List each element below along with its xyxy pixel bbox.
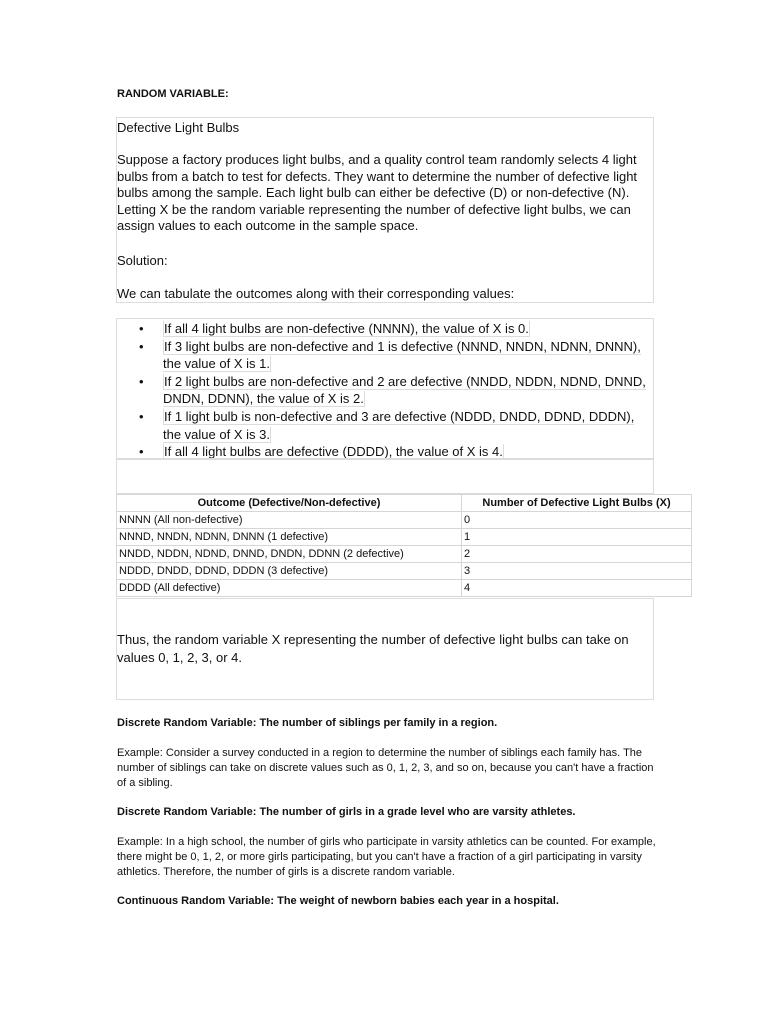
bullet-icon: • — [139, 338, 144, 354]
outcome-cell: NDDD, DNDD, DDND, DDDN (3 defective) — [117, 563, 462, 580]
table-row — [117, 512, 692, 529]
list-item: • If 3 light bulbs are non-defective and 1 is defective (NNND, NNDN, NDNN, DNNN), the value of X is 1. — [139, 338, 641, 372]
section-title-newborns: Continuous Random Variable: The weight of newborn babies each year in a hospital. — [117, 895, 559, 907]
section-title-siblings: Discrete Random Variable: The number of siblings per family in a region. — [117, 717, 498, 729]
table-row — [117, 563, 692, 580]
outcome-bullet-list — [139, 320, 649, 461]
list-item: • If 1 light bulb is non-defective and 3 are defective (NDDD, DNDD, DDND, DDDN), the value of X is 3. — [139, 408, 635, 442]
bullet-icon: • — [139, 321, 144, 336]
intro-section — [116, 117, 654, 303]
empty-paragraph-box — [116, 458, 654, 494]
bullet-icon: • — [139, 444, 144, 460]
outcome-cell: NNND, NNDN, NDNN, DNNN (1 defective) — [117, 529, 462, 546]
bullet-icon: • — [139, 373, 144, 389]
list-item: • If all 4 light bulbs are non-defective (NNNN), the value of X is 0. — [139, 321, 529, 336]
outcome-cell: NNNN (All non-defective) — [117, 512, 462, 529]
bullet-icon: • — [139, 408, 144, 424]
conclusion-section — [116, 598, 654, 700]
table-row — [117, 529, 692, 546]
outcome-table — [116, 494, 692, 597]
conclusion-text: Thus, the random variable X representing the number of defective light bulbs can take on values 0, 1, 2, 3, or 4. — [117, 632, 629, 665]
table-row — [117, 580, 692, 597]
section-example-athletes: Example: In a high school, the number of girls who participate in varsity athletics can be counted. For example, there might be 0, 1, 2, or more girls participating, but you can't have a fraction of a girl participating in varsity athletics. Therefore, the number of girls is a discrete random variable. — [117, 836, 656, 878]
section-title-athletes: Discrete Random Variable: The number of girls in a grade level who are varsity athletes. — [117, 806, 576, 818]
count-cell: 2 — [462, 546, 692, 563]
outcome-cell: NNDD, NDDN, NDND, DNND, DNDN, DDNN (2 defective) — [117, 546, 462, 563]
section-example-siblings: Example: Consider a survey conducted in a region to determine the number of siblings each family has. The number of siblings can take on discrete values such as 0, 1, 2, 3, and so on, because you can't have a fraction of a sibling. — [117, 747, 654, 789]
table-row — [117, 546, 692, 563]
page-heading: RANDOM VARIABLE: — [117, 88, 229, 100]
list-item: • If 2 light bulbs are non-defective and 2 are defective (NNDD, NDDN, NDND, DNND, DNDN, DDNN), the value of X is 2. — [139, 373, 646, 407]
outcome-cell: DDDD (All defective) — [117, 580, 462, 597]
list-item: • If all 4 light bulbs are defective (DDDD), the value of X is 4. — [139, 444, 503, 460]
solution-label: Solution: — [117, 253, 168, 268]
count-cell: 0 — [462, 512, 692, 529]
column-header-outcome: Outcome (Defective/Non-defective) — [117, 495, 462, 512]
outcome-list-section — [116, 318, 654, 460]
table-header-row — [117, 495, 692, 512]
column-header-count: Number of Defective Light Bulbs (X) — [462, 495, 692, 512]
intro-title: Defective Light Bulbs — [117, 120, 240, 135]
count-cell: 4 — [462, 580, 692, 597]
intro-paragraph: Suppose a factory produces light bulbs, and a quality control team randomly selects 4 light bulbs from a batch to test for defects. They want to determine the number of defective light bulbs among the sample. Each light bulb can either be defective (D) or non-defective (N). Letting X be the random variable representing the number of defective light bulbs, we can assign values to each outcome in the sample space. — [117, 152, 638, 233]
count-cell: 1 — [462, 529, 692, 546]
count-cell: 3 — [462, 563, 692, 580]
tabulate-text: We can tabulate the outcomes along with their corresponding values: — [117, 286, 515, 301]
